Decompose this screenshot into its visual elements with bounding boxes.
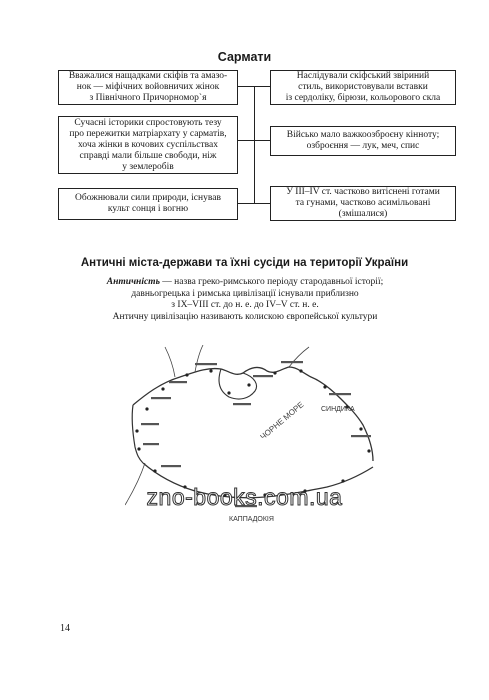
map-label-sea: ЧОРНЕ МОРЕ [258, 400, 306, 442]
box-text: У III–IV ст. частково витіснені готами [286, 187, 440, 197]
page-title: Сармати [217, 50, 272, 64]
box-text: про пережитки матріархату у сарматів, [69, 128, 227, 139]
box-text: (змішалися) [338, 209, 388, 219]
definition-text: — назва греко-римського періоду стародавньої історії; [159, 277, 384, 287]
black-sea-map [125, 345, 380, 545]
connector-line [254, 86, 255, 204]
box-text: Військо мало важкоозброєну кінноту; [286, 130, 440, 140]
fact-box-decline [270, 186, 456, 221]
definition-text: Античну цивілізацію називають колискою європейської культури [112, 311, 378, 322]
definition-text: з IX–VIII ст. до н. е. до IV–V ст. н. е. [171, 300, 319, 310]
box-text: у землеробів [122, 161, 174, 172]
box-text: із сердоліку, бірюзи, кольорового скла [285, 93, 441, 103]
box-text: Наслідували скіфський звіриний [296, 71, 430, 81]
section-title: Античні міста-держави та їхні сусіди на території України [80, 257, 409, 269]
box-text: Обожнювали сили природи, існував [75, 193, 221, 203]
box-text: з Північного Причорномор`я [89, 93, 207, 103]
box-text: культ сонця і вогню [107, 204, 189, 214]
fact-box-art [270, 70, 456, 105]
box-text: справді мали більше свободи, ніж [79, 150, 217, 161]
box-text: озброєння — лук, меч, спис [306, 141, 420, 151]
map-label-cappadocia: КАППАДОКІЯ [229, 516, 274, 523]
fact-box-religion [58, 188, 238, 220]
box-text: Сучасні історики спростовують тезу [74, 117, 222, 128]
fact-box-ancestry [58, 70, 238, 105]
page-number: 14 [60, 623, 70, 634]
definition-block [60, 277, 430, 323]
box-text: стиль, використовували вставки [298, 82, 428, 92]
box-text: Вважалися нащадками скіфів та амазо- [68, 71, 228, 81]
box-text: хоча жінки в кочових суспільствах [78, 139, 218, 150]
map-label-sindika: СИНДИКА [321, 406, 355, 413]
fact-box-army [270, 126, 456, 156]
fact-box-matriarchy [58, 116, 238, 174]
definition-text: давньогрецька і римська цивілізації існували приблизно [131, 288, 359, 299]
definition-term: Античність [106, 277, 160, 287]
box-text: та гунами, частково асимільовані [295, 198, 431, 208]
box-text: нок — міфічних войовничих жінок [76, 82, 220, 92]
watermark: zno-books.com.ua [146, 484, 343, 510]
